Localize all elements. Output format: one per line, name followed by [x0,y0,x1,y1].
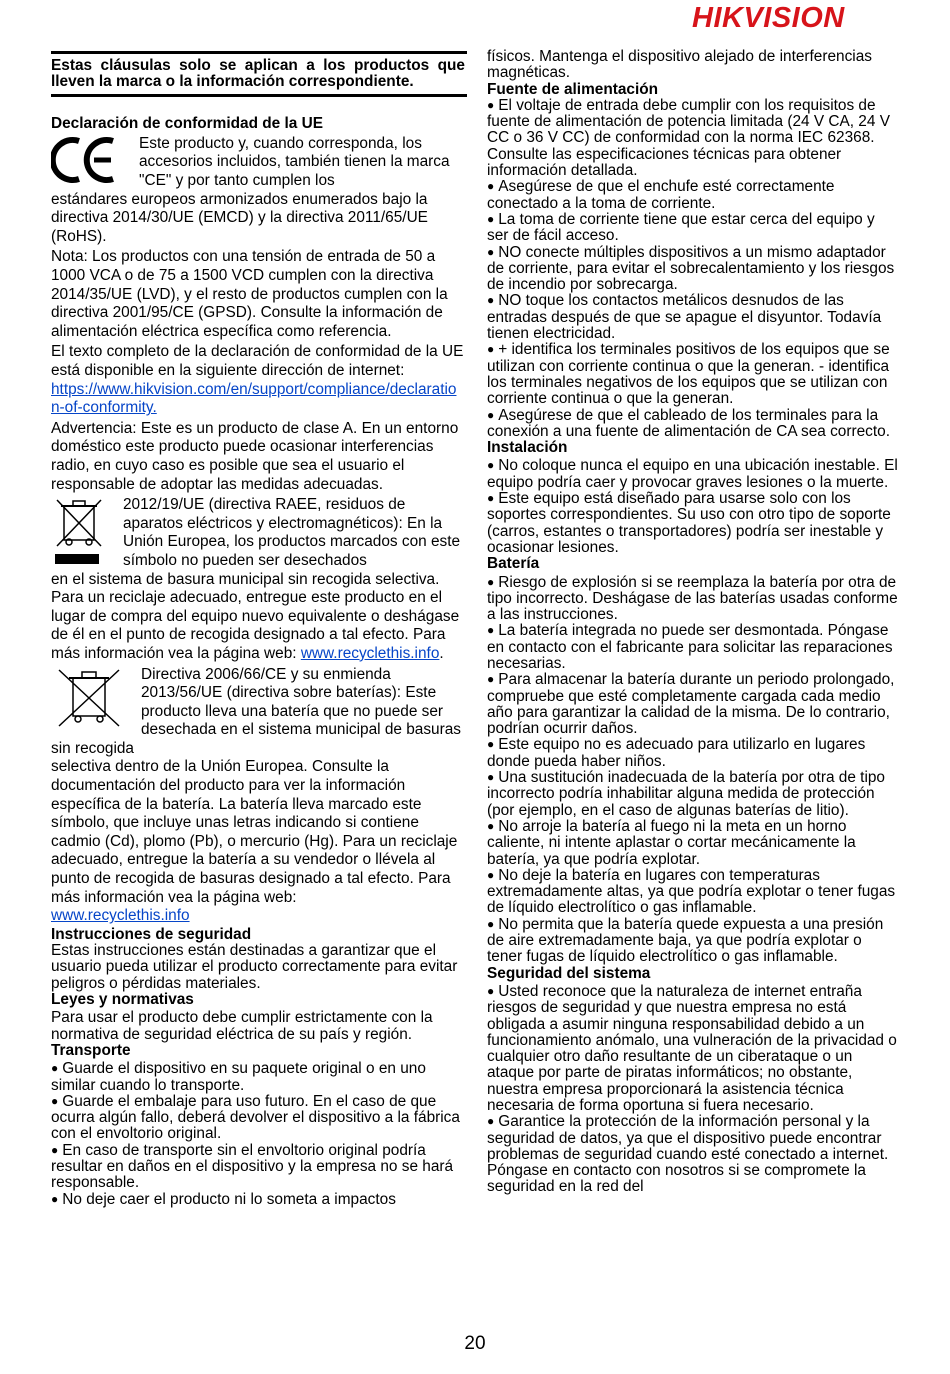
recycle-link-1[interactable]: www.recyclethis.info [300,644,440,662]
voltage-note: Nota: Los productos con una tensión de entrada de 50 a 1000 VCA o de 75 a 1500 VCD cumplen con la directiva 2014/35/UE (LVD), y el resto de productos cumplen con la directiva 2001/95/CE (GPSD). Consulte la información de alimentación eléctrica específica como referencia. [51,248,448,340]
safety-heading: Instrucciones de seguridad [51,925,252,943]
power-item: ● NO toque los contactos metálicos desnudos de las entradas después de que se apague el disyuntor. Todavía tienen electricidad. [487,293,899,342]
weee-text-end: . [439,644,444,662]
battery-heading: Batería [487,555,540,573]
system-security-heading: Seguridad del sistema [487,964,651,982]
weee-bin-icon [51,496,107,566]
power-item: ● La toma de corriente tiene que estar cerca del equipo y ser de fácil acceso. [487,212,899,245]
power-item: ● El voltaje de entrada debe cumplir con los requisitos de fuente de alimentación de potencia limitada (24 V CA, 24 V CC o 36 V CC) de conformidad con la norma IEC 62368. Consulte las especificaciones técnicas para obtener información detallada. [487,98,899,179]
transport-item: ● No deje caer el producto ni lo someta a impactos [51,1192,465,1208]
battery-item: ● Riesgo de explosión si se reemplaza la batería por otra de tipo incorrecto. Deshágase de las baterías usadas conforme a las instrucciones. [487,575,899,624]
install-item: ● Este equipo está diseñado para usarse solo con los soportes correspondientes. Su uso con otro tipo de soporte (carros, estantes o transportadores) podría ser inestable y ocasionar lesiones. [487,491,899,556]
battery-item: ● No arroje la batería al fuego ni la meta en un horno caliente, ni intente aplastar o cortar mecánicamente la batería, ya que podría explotar. [487,819,899,868]
power-item: ● Asegúrese de que el enchufe esté correctamente conectado a la toma de corriente. [487,179,899,212]
install-item: ● No coloque nunca el equipo en una ubicación inestable. El equipo podría caer y provocar graves lesiones o la muerte. [487,458,899,491]
doc-link-wrap [51,381,465,418]
left-column [51,0,465,1208]
battery-item: ● Este equipo no es adecuado para utilizarlo en lugares donde pueda haber niños. [487,737,899,770]
weee-text-b-wrap [51,571,465,664]
right-column [487,0,899,1196]
battery-item: ● Para almacenar la batería durante un periodo prolongado, compruebe que esté completamente cargada cada medio año para garantizar la calidad de la misma. De lo contrario, podrían ocurrir daños. [487,672,899,737]
intro-rule [51,94,467,97]
top-rule [51,51,467,54]
continuation-text: físicos. Mantenga el dispositivo alejado de interferencias magnéticas. [487,48,872,82]
power-item: ● NO conecte múltiples dispositivos a un mismo adaptador de corriente, para evitar el sobrecalentamiento y los riesgos de incendio por sobrecarga. [487,245,899,294]
class-a-warning: Advertencia: Este es un producto de clase A. En un entorno doméstico este producto puede ocasionar interferencias radio, en cuyo caso es posible que sea el usuario el responsable de adoptar las medidas adecuadas. [51,419,459,493]
declaration-link[interactable]: https://www.hikvision.com/en/support/compliance/declaration-of-conformity. [51,380,457,417]
battery-item: ● La batería integrada no puede ser desmontada. Póngase en contacto con el fabricante para solicitar las reparaciones necesarias. [487,623,899,672]
ce-mark-icon [51,135,121,187]
intro-text: Estas cláusulas solo se aplican a los productos que lleven la marca o la información correspondiente. [51,57,465,91]
transport-heading: Transporte [51,1041,131,1059]
laws-text: Para usar el producto debe cumplir estrictamente con la normativa de seguridad eléctrica de su país y región. [51,1009,433,1043]
recycle-link-2[interactable]: www.recyclethis.info [51,907,190,925]
battery-item: ● No deje la batería en lugares con temperaturas extremadamente altas, ya que podría explotar o tener fugas de líquido electrolítico o gas inflamable. [487,868,899,917]
weee-text-b: en el sistema de basura municipal sin recogida selectiva. Para un reciclaje adecuado, entregue este producto en el lugar de compra del equipo nuevo equivalente o deshágase de él en el punto de recogida designado a tal efecto. Para más información vea la página web: [51,570,460,662]
system-item: ● Garantice la protección de la información personal y la seguridad de datos, ya que el dispositivo puede encontrar problemas de seguridad cuando esté conectado a internet. Póngase en contacto con nosotros si se compromete la seguridad en la red del [487,1114,899,1195]
svg-text:HIKVISION: HIKVISION [692,2,845,32]
battery-link-wrap [51,907,465,926]
system-item: ● Usted reconoce que la naturaleza de internet entraña riesgos de seguridad y que nuestra empresa no está obligada a asumir ninguna responsabilidad debido a un funcionamiento anómalo, una vulneración de la privacidad o cualquier otro daño resultante de un ciberataque o un ataque por parte de piratas informáticos; no obstante, nuestra empresa proporcionará la asistencia técnica necesaria de forma oportuna si fuera necesario. [487,984,899,1114]
power-item: ● Asegúrese de que el cableado de los terminales para la conexión a una fuente de alimentación de CA sea correcto. [487,408,899,441]
transport-item: ● En caso de transporte sin el envoltorio original podría resultar en daños en el dispositivo y la empresa no se hará responsable. [51,1143,465,1192]
laws-heading: Leyes y normativas [51,991,194,1009]
weee-text-a: 2012/19/UE (directiva RAEE, residuos de aparatos eléctricos y electromagnéticos): En la Unión Europea, los productos marcados con este símbolo no pueden ser desechados [123,496,461,569]
ce-text-b: estándares europeos armonizados enumerados bajo la directiva 2014/30/UE (EMCD) y la directiva 2011/65/UE (RoHS). [51,190,428,245]
battery-directive-a: Directiva 2006/66/CE y su enmienda 2013/56/UE (directiva sobre baterías): Este producto lleva una batería que no puede ser desechada en el sistema municipal de basuras sin recogida [51,665,461,757]
eu-heading: Declaración de conformidad de la UE [51,114,323,132]
ce-text-a: Este producto y, cuando corresponda, los accesorios incluidos, también tienen la marca "CE" y por tanto cumplen los [139,134,450,190]
transport-item: ● Guarde el dispositivo en su paquete original o en uno similar cuando lo transporte. [51,1061,465,1094]
power-heading: Fuente de alimentación [487,80,659,98]
battery-item: ● Una sustitución inadecuada de la batería por otra de tipo incorrecto podría inhabilitar alguna medida de protección (por ejemplo, en el caso de algunas baterías de litio). [487,770,899,819]
page-number: 20 [464,1333,486,1354]
battery-directive-b: selectiva dentro de la Unión Europea. Consulte la documentación del producto para ver la información específica de la batería. La batería lleva marcado este símbolo, que incluye unas letras indicando si contiene cadmio (Cd), plomo (Pb), o mercurio (Hg). Para un reciclaje adecuado, entregue la batería a su vendedor o llévela al punto de recogida de basuras designado a tal efecto. Para más información vea la página web: [51,758,458,906]
battery-bin-icon [51,666,127,730]
safety-text: Estas instrucciones están destinadas a garantizar que el usuario pueda utilizar el producto correctamente para evitar peligros o pérdidas materiales. [51,942,458,992]
doc-text: El texto completo de la declaración de conformidad de la UE está disponible en la siguiente dirección de internet: [51,343,464,380]
install-heading: Instalación [487,439,568,457]
transport-item: ● Guarde el embalaje para uso futuro. En el caso de que ocurra algún fallo, deberá devolver el dispositivo a la fábrica con el envoltorio original. [51,1094,465,1143]
battery-item: ● No permita que la batería quede expuesta a una presión de aire extremadamente baja, ya que podría explotar o tener fugas de líquido electrolítico o gas inflamable. [487,917,899,966]
power-item: ● + identifica los terminales positivos de los equipos que se utilizan con corriente continua o que la generan. - identifica los terminales negativos de los equipos que se utilizan con corriente continua o que la generan. [487,342,899,407]
